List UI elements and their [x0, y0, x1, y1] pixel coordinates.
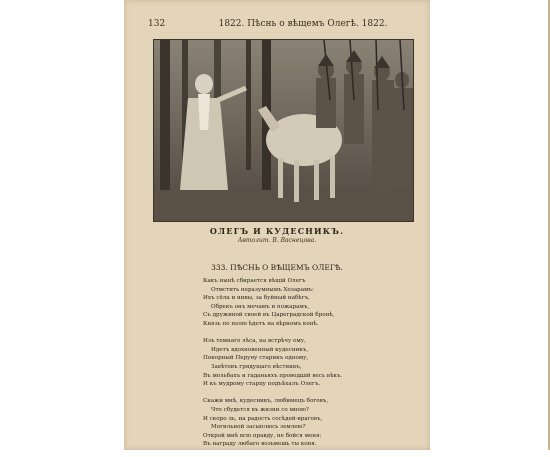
- poem-stanza-3: [203, 397, 408, 449]
- illustration-author: Автолит. В. Васнецова.: [237, 237, 317, 244]
- poem-line: Идетъ вдохновенный кудесникъ,: [211, 346, 309, 353]
- poem-line: Открой мнѣ всю правду, не бойся меня:: [203, 432, 322, 439]
- poem-line: Изъ темнаго лѣса, на встрѣчу ему,: [203, 338, 306, 345]
- poem-title: 333. ПѢСНЬ О ВѢЩЕМЪ ОЛЕГѢ.: [211, 263, 343, 272]
- poem-line: Ихъ сёла и нивы, за буйный набѣгъ,: [203, 295, 310, 302]
- poem-line: Князь по полю ѣдетъ на вѣрномъ конѣ.: [203, 320, 319, 327]
- illustration-caption: ОЛЕГЪ И КУДЕСНИКЪ.: [209, 226, 345, 236]
- poem-line: И скоро ль, на радость сосѣдей-враговъ,: [203, 415, 323, 422]
- poem-line: Скажи мнѣ, кудесникъ, любимецъ боговъ,: [203, 398, 329, 405]
- poem-line: Отмстить неразумнымъ Хозарамъ:: [211, 286, 314, 293]
- poem-line: Въ мольбахъ и гаданьяхъ проведшій весь вѣкъ.: [203, 372, 343, 379]
- illustration-oleg-and-sorcerer: [153, 39, 414, 222]
- poem-line: Что сбудется въ жизни со мною?: [211, 406, 309, 413]
- poem-body: [203, 277, 408, 457]
- illustration-image: [154, 40, 413, 221]
- page-number: 132: [148, 19, 166, 29]
- book-page: [124, 0, 430, 450]
- poem-line: Покорный Перуну старикъ одному,: [203, 355, 309, 362]
- poem-line: Съ дружиной своей въ Цареградской бронѣ,: [203, 312, 335, 319]
- poem-line: Могильной засыплюсь землею?: [211, 424, 306, 431]
- poem-line: Въ награду любаго возьмешь ты коня.: [203, 441, 317, 448]
- page-header: [148, 19, 408, 33]
- poem-stanza-1: [203, 277, 408, 329]
- running-title: 1822. Пѣснь о вѣщемъ Олегѣ. 1822.: [218, 19, 388, 29]
- poem-line: Завѣтовъ грядущаго вѣстникъ,: [211, 363, 302, 370]
- poem-line: Какъ нынѣ сбирается вѣщій Олегъ: [203, 278, 306, 284]
- poem-line: Обрекъ онъ мечамъ и пожарамъ,: [211, 303, 310, 310]
- poem-stanza-2: [203, 337, 408, 389]
- poem-line: И къ мудрому старцу подъѣхалъ Олегъ.: [203, 381, 321, 388]
